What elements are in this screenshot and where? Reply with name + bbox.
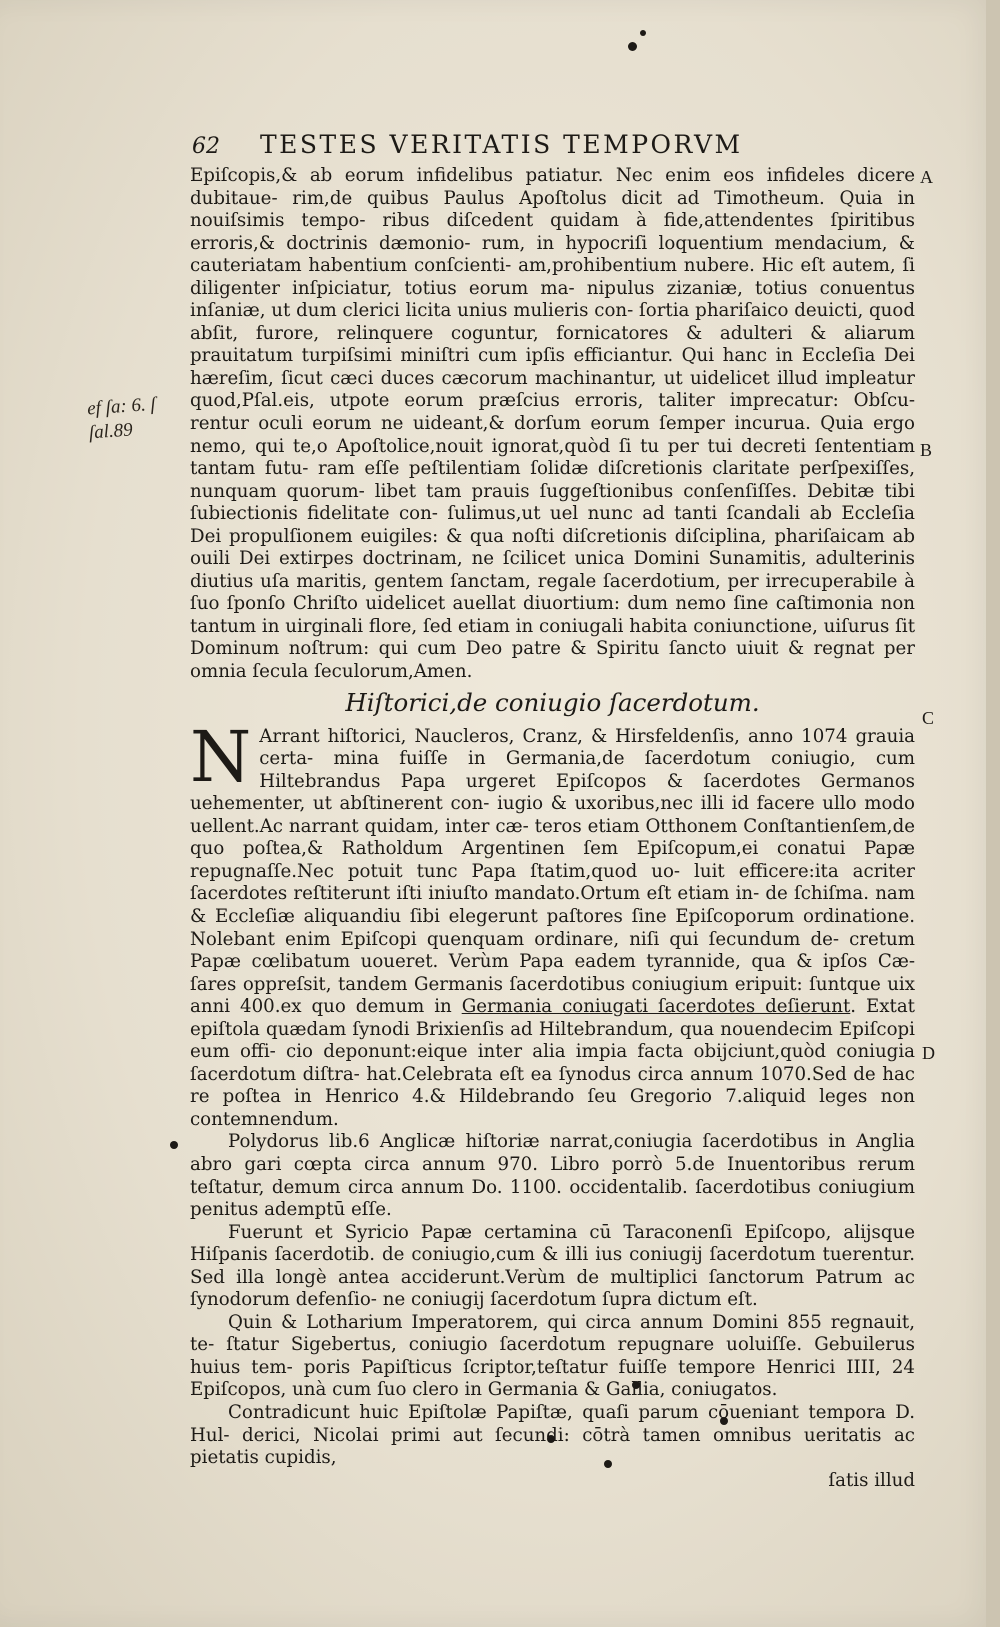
paragraph-syricius: Fuerunt et Syricio Papæ certamina cū Taraconenſi Epiſcopo, alijsque Hiſpanis ſacerdotib. de coniugio,cum & illi ius coniugij ſacerdotum tuerentur. Sed illa longè antea acciderunt.Verùm de multiplici ſanctorum Patrum ac ſynodorum defenſio- ne coniugij ſacerdotum ſupra dictum eſt. bbox=[190, 1221, 915, 1311]
catchword: ſatis illud bbox=[828, 1469, 915, 1491]
ink-speck bbox=[628, 42, 637, 51]
margin-letter-d: D bbox=[922, 1043, 935, 1063]
section-heading: Hiſtorici,de coniugio ſacerdotum. bbox=[345, 687, 760, 717]
ink-speck bbox=[170, 1141, 178, 1149]
page-edge bbox=[986, 0, 1000, 1627]
text-block bbox=[190, 165, 915, 1492]
underlined-phrase: Germania coniugati ſacerdotes deſierunt bbox=[461, 996, 851, 1018]
handwritten-margin-note: ef ſa: 6. ſ ſal.89 bbox=[86, 393, 157, 444]
paragraph-historici: N Arrant hiſtorici, Naucleros, Cranz, & Hirsfeldenſis, anno 1074 grauia certa- mina fuiſſe in Germania,de ſacerdotum coniugio, cum Hiltebrandus Papa urgeret Epiſcopos & ſacerdotes Germanos uehementer, ut abſtinerent con- iugio & uxoribus,nec illi id facere ullo modo uellent.Ac narrant quidam, inter cæ- teros etiam Otthonem Conſtantienſem,de quo poſtea,& Ratholdum Argentinen ſem Epiſcopum,ei conatui Papæ repugnaſſe.Nec potuit tunc Papa ſtatim,quod uo- luit efficere:ita acriter ſacerdotes reſtiterunt iſti iniuſto mandato.Ortum eſt etiam in- de ſchiſma. nam & Eccleſiæ aliquandiu ſibi elegerunt paſtores ſine Epiſcoporum ordinatione. Nolebant enim Epiſcopi quenquam ordinare, niſi qui ſecundum de- cretum Papæ cœlibatum uoueret. Verùm Papa eadem tyrannide, qua & ipſos Cæ- ſares oppreſsit, tandem Germanis ſacerdotibus coniugium eripuit: ſuntque uix anni 400.ex quo demum in Germania coniugati ſacerdotes deſierunt. Extat epiſtola quædam ſynodi Brixienſis ad Hiltebrandum, qua nouendecim Epiſcopi eum offi- cio deponunt:eique inter alia impia facta obijciunt,quòd coniugia ſacerdotum diſtra- hat.Celebrata eſt ea ſynodus circa annum 1070.Sed de hac re poſtea in Henrico 4.& Hildebrando ſeu Gregorio 7.aliquid leges non contemnendum. bbox=[190, 715, 915, 1130]
running-head bbox=[192, 130, 832, 162]
paragraph-contradicunt: Contradicunt huic Epiſtolæ Papiſtæ, quaſi parum cōueniant tempora D. Hul- derici, Nicolai primi aut ſecundi: cōtrà tamen omnibus ueritatis ac pietatis cupidis, bbox=[190, 1401, 915, 1469]
paragraph-polydorus: Polydorus lib.6 Anglicæ hiſtoriæ narrat,coniugia ſacerdotibus in Anglia abro gari cœpta circa annum 970. Libro porrò 5.de Inuentoribus rerum teſtatur, demum circa annum Do. 1100. occidentalib. ſacerdotibus coniugium penitus ademptū eſſe. bbox=[190, 1131, 915, 1221]
margin-letter-b: B bbox=[920, 440, 933, 460]
drop-cap: N bbox=[190, 715, 252, 798]
margin-letter-a: A bbox=[920, 167, 933, 187]
paragraph-letter: Epiſcopis,& ab eorum infidelibus patiatur. Nec enim eos infideles dicere dubitaue- rim,de quibus Paulus Apoſtolus dicit ad Timotheum. Quia in nouiſsimis tempo- ribus diſcedent quidam à fide,attendentes ſpiritibus erroris,& doctrinis dæmonio- rum, in hypocriſi loquentium mendacium, & cauteriatam habentium conſcienti- am,prohibentium nubere. Hic eſt autem, ſi diligenter inſpiciatur, totius eorum ma- nipulus zizaniæ, totius conuentus inſaniæ, ut dum clerici licita unius mulieris con- ſortia phariſaico deuicti, quod abſit, furore, relinquere coguntur, fornicatores & adulteri & aliarum prauitatum turpiſsimi miniſtri cum ipſis efficiantur. Qui hanc in Eccleſia Dei hæreſim, ſicut cæci duces cæcorum machinantur, ut uidelicet illud impleatur quod,Pſal.eis, utpote eorum præſcius erroris, taliter imprecatur: Obſcu- rentur oculi eorum ne uideant,& dorſum eorum ſemper incurua. Quia ergo nemo, qui te,o Apoſtolice,nouit ignorat,quòd ſi tu per tui decreti ſententiam tantam futu- ram eſſe peſtilentiam ſolidæ diſcretionis claritate perſpexiſſes, nunquam quorum- libet tam prauis ſuggeſtionibus conſenſiſſes. Debitæ tibi ſubiectionis fidelitate con- ſulimus,ut uel nunc ad tanti ſcandali ab Eccleſia Dei propulſionem euigiles: & qua noſti diſcretionis diſciplina, phariſaicam ab ouili Dei extirpes doctrinam, ne ſcilicet unica Domini Sunamitis, adulterinis diutius uſa maritis, gentem ſanctam, regale ſacerdotium, per irrecuperabile à ſuo ſponſo Chriſto uidelicet auellat diuortium: dum nemo ſine caſtimonia non tantum in uirginali flore, ſed etiam in coniugali habita coniunctione, uiſurus ſit Dominum noſtrum: qui cum Deo patre & Spiritu ſancto uiuit & regnat per omnia ſecula ſeculorum,Amen. bbox=[190, 165, 915, 683]
running-title: TESTES VERITATIS TEMPORVM bbox=[260, 130, 743, 159]
margin-letter-c: C bbox=[922, 708, 935, 728]
ink-speck bbox=[640, 30, 646, 36]
paragraph-lotharius: Quin & Lotharium Imperatorem, qui circa annum Domini 855 regnauit, te- ſtatur Sigebertus, coniugio ſacerdotum repugnare uoluiſſe. Gebuilerus huius tem- poris Papiſticus ſcriptor,teſtatur fuiſſe tempore Henrici IIII, 24 Epiſcopos, unà cum ſuo clero in Germania & Gallia, coniugatos. bbox=[190, 1311, 915, 1401]
page-number: 62 bbox=[192, 134, 220, 159]
